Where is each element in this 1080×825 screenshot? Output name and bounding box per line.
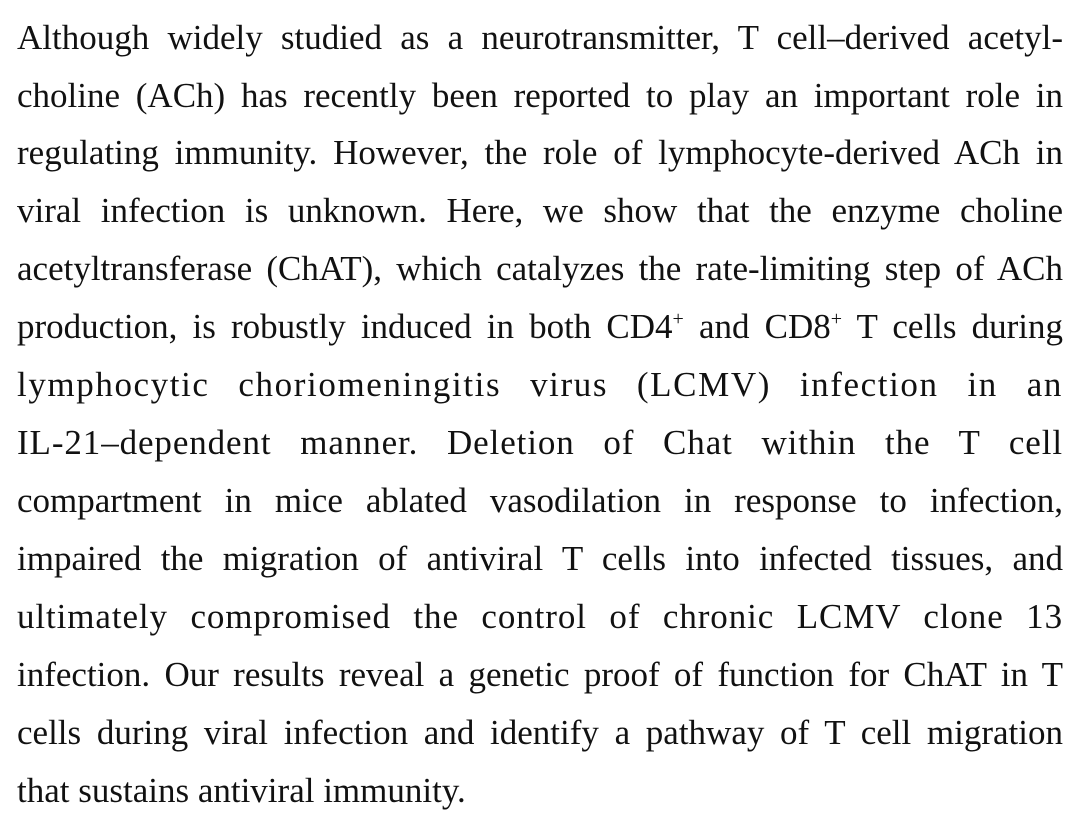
abstract-line-with-superscripts [17,307,1063,347]
abstract-line: compartment in mice ablated vasodilation in response to infection, [17,481,1063,520]
abstract-line: ultimately compromised the control of chronic LCMV clone 13 [17,597,1063,636]
line-segment: and CD8 [683,307,831,346]
line-segment: T cells during [842,307,1064,346]
superscript-plus: + [830,308,843,330]
abstract-line: choline (ACh) has recently been reported to play an important role in [17,76,1063,115]
abstract-line: IL-21–dependent manner. Deletion of Chat within the T cell [17,423,1063,462]
line-segment: production, is robustly induced in both CD4 [17,307,673,346]
abstract-line: that sustains antiviral immunity. [17,771,466,810]
abstract-line: regulating immunity. However, the role of lymphocyte-derived ACh in [17,133,1063,172]
abstract-line: acetyltransferase (ChAT), which catalyzes the rate-limiting step of ACh [17,249,1063,288]
superscript-plus: + [672,308,684,330]
abstract-line: Although widely studied as a neurotransmitter, T cell–derived acetyl- [17,18,1063,57]
abstract-line: impaired the migration of antiviral T cells into infected tissues, and [17,539,1063,578]
abstract-line: lymphocytic choriomeningitis virus (LCMV) infection in an [17,365,1063,404]
abstract-line: cells during viral infection and identify a pathway of T cell migration [17,713,1063,752]
abstract-line: viral infection is unknown. Here, we show that the enzyme choline [17,191,1063,230]
abstract-line: infection. Our results reveal a genetic proof of function for ChAT in T [17,655,1063,694]
